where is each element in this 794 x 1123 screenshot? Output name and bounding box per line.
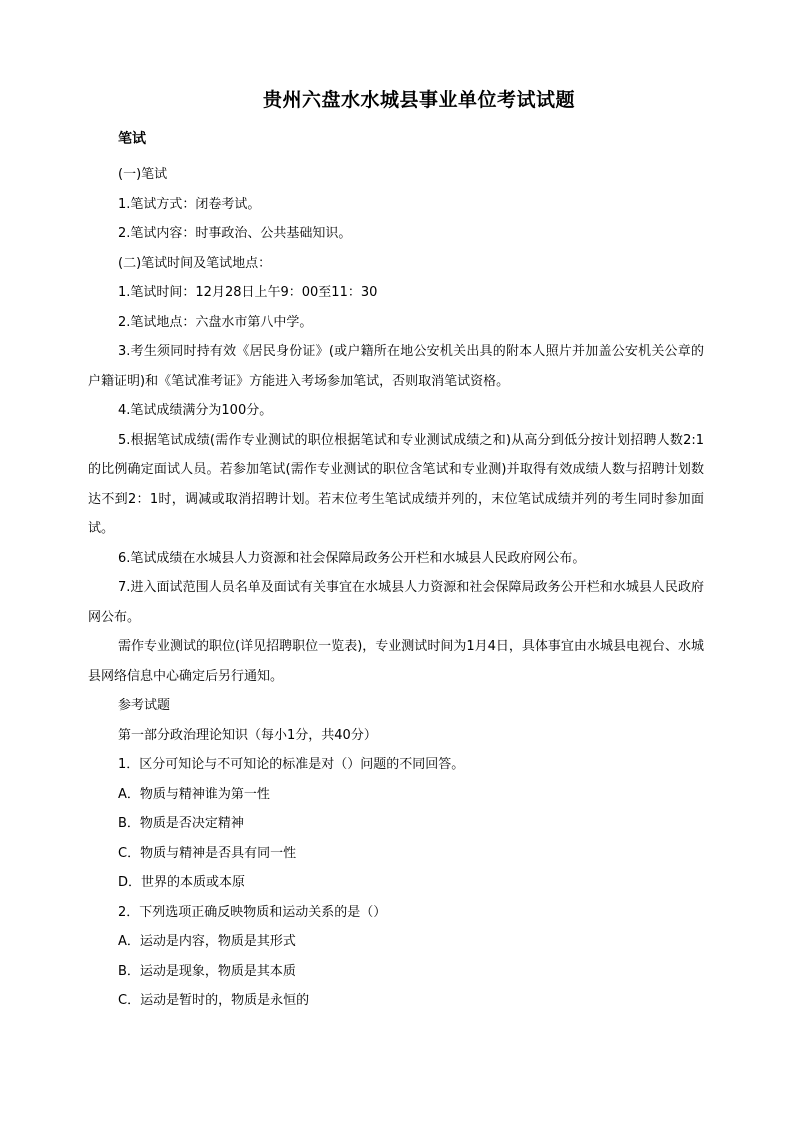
paragraph: 1.笔试时间：12月28日上午9：00至11：30 [118, 285, 378, 300]
paragraph: 2.笔试地点：六盘水市第八中学。 [118, 314, 313, 330]
paragraph: (二)笔试时间及笔试地点： [118, 255, 272, 271]
paragraph: A．运动是内容，物质是其形式 [118, 934, 296, 949]
paragraph: 4.笔试成绩满分为100分。 [118, 403, 273, 418]
paragraph: C．运动是暂时的，物质是永恒的 [118, 993, 310, 1008]
paragraph: D．世界的本质或本原 [118, 875, 246, 890]
paragraph: B．运动是现象，物质是其本质 [118, 963, 296, 979]
paragraph: B．物质是否决定精神 [118, 816, 244, 831]
paragraph: 参考试题 [118, 698, 171, 713]
paragraph: (一)笔试 [118, 167, 168, 182]
paragraph: 1．区分可知论与不可知论的标准是对（）问题的不同回答。 [118, 757, 465, 772]
paragraph: C．物质与精神是否具有同一性 [118, 845, 297, 861]
paragraph: 3.考生须同时持有效《居民身份证》(或户籍所在地公安机关出具的附本人照片并加盖公安机关公章的户籍证明)和《笔试准考证》方能进入考场参加笔试，否则取消笔试资格。 [88, 344, 704, 389]
paragraph: 1.笔试方式：闭卷考试。 [118, 196, 261, 212]
paragraph: 7.进入面试范围人员名单及面试有关事宜在水城县人力资源和社会保障局政务公开栏和水城县人民政府网公布。 [88, 580, 704, 625]
paragraph: 6.笔试成绩在水城县人力资源和社会保障局政务公开栏和水城县人民政府网公布。 [118, 550, 586, 566]
paragraph: A．物质与精神谁为第一性 [118, 786, 270, 802]
section-heading: 笔试 [118, 131, 146, 147]
paragraph: 第一部分政治理论知识（每小1分，共40分） [118, 727, 377, 743]
document-title: 贵州六盘水水城县事业单位考试试题 [262, 89, 575, 111]
paragraph: 需作专业测试的职位(详见招聘职位一览表)，专业测试时间为1月4日，具体事宜由水城县电视台、水城县网络信息中心确定后另行通知。 [88, 639, 704, 684]
document-body [88, 130, 704, 1016]
paragraph: 2．下列选项正确反映物质和运动关系的是（） [118, 904, 387, 920]
paragraph: 2.笔试内容：时事政治、公共基础知识。 [118, 226, 352, 241]
paragraph: 5.根据笔试成绩(需作专业测试的职位根据笔试和专业测试成绩之和)从高分到低分按计划招聘人数2:1的比例确定面试人员。若参加笔试(需作专业测试的职位含笔试和专业测)并取得有效成绩人数与招聘计划数达不到2：1时，调减或取消招聘计划。若末位考生笔试成绩并列的，末位笔试成绩并列的考生同时参加面试。 [88, 432, 704, 536]
